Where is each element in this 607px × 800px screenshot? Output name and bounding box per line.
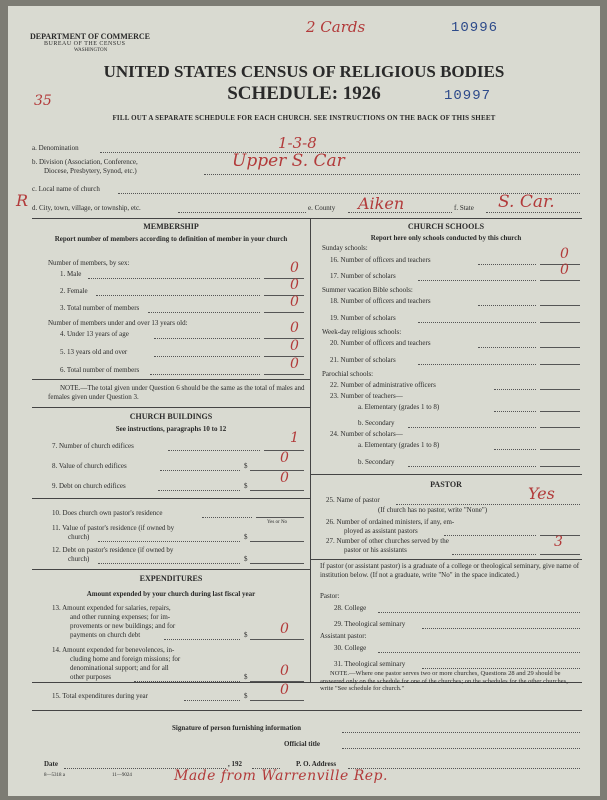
q30-label: 30. College: [334, 644, 367, 652]
date-label: Date: [44, 760, 58, 768]
q15-dollar: $: [244, 692, 248, 700]
denomination-label: a. Denomination: [32, 144, 79, 152]
city-heading: WASHINGTON: [74, 48, 108, 53]
cards-note: 2 Cards: [306, 18, 366, 36]
expenditures-title: EXPENDITURES: [139, 574, 203, 583]
q23a-label: a. Elementary (grades 1 to 8): [358, 403, 440, 411]
year-label: , 192: [228, 760, 242, 768]
form-number: 8—5318 a: [44, 773, 65, 778]
asst-pastor-subheader: Assistant pastor:: [320, 632, 367, 640]
r-mark: R: [16, 191, 29, 210]
state-label: f. State: [454, 204, 474, 212]
buildings-title: CHURCH BUILDINGS: [129, 412, 213, 421]
expenditures-sub: Amount expended by your church during last fiscal year: [86, 590, 256, 598]
stamp-number-mid: 10997: [444, 88, 492, 104]
q11-dollar: $: [244, 533, 248, 541]
q8-dollar: $: [244, 462, 248, 470]
q14-dollar: $: [244, 673, 248, 681]
q14-label-4: other purposes: [70, 673, 112, 681]
q8-value: 0: [280, 450, 289, 466]
q6-value: 0: [290, 356, 299, 372]
q13-value: 0: [280, 621, 289, 637]
q15-label: 15. Total expenditures during year: [52, 692, 148, 700]
q7-value: 1: [290, 430, 299, 446]
q27-label: 27. Number of other churches served by the: [326, 537, 449, 545]
q24b-label: b. Secondary: [358, 458, 395, 466]
q13-label-3: provements or new buildings; and for: [70, 622, 176, 630]
q14-label: 14. Amount expended for benevolences, in-: [52, 646, 175, 654]
q26-label-2: ployed as assistant pastors: [344, 527, 418, 535]
county-value: Aiken: [358, 194, 405, 213]
q11-label: 11. Value of pastor's residence (if owned by: [52, 524, 175, 532]
membership-title: MEMBERSHIP: [143, 222, 199, 231]
local-name-label: c. Local name of church: [32, 185, 100, 193]
q12-label: 12. Debt on pastor's residence (if owned by: [52, 546, 174, 554]
q14-value: 0: [280, 663, 289, 679]
q6-label: 6. Total number of members: [60, 366, 140, 374]
q12-label-2: church): [68, 555, 90, 563]
division-label: b. Division (Association, Conference,: [32, 158, 138, 166]
q12-dollar: $: [244, 555, 248, 563]
members-by-sex-header: Number of members, by sex:: [48, 259, 130, 267]
sunday-header: Sunday schools:: [322, 244, 368, 252]
q25-label: 25. Name of pastor: [326, 496, 380, 504]
q25-value: Yes: [528, 484, 555, 503]
q9-label: 9. Debt on church edifices: [52, 482, 126, 490]
q1-value: 0: [290, 260, 299, 276]
q16-value: 0: [560, 246, 569, 262]
q5-label: 5. 13 years old and over: [60, 348, 128, 356]
q5-value: 0: [290, 338, 299, 354]
q27-label-2: pastor or his assistants: [344, 546, 407, 554]
division-label-2: Diocese, Presbytery, Synod, etc.): [44, 167, 137, 175]
schedule-title: SCHEDULE: 1926: [227, 83, 381, 104]
parochial-header: Parochial schools:: [322, 370, 374, 378]
schools-intro: Report here only schools conducted by this church: [370, 234, 522, 242]
graduate-note: If pastor (or assistant pastor) is a graduate of a college or theological seminary, give name of institution below. (If not a graduate, write "No" in the space indicated.): [320, 562, 580, 579]
q13-label-4: payments on church debt: [70, 631, 141, 639]
q29-label: 29. Theological seminary: [334, 620, 406, 628]
q13-label: 13. Amount expended for salaries, repairs,: [52, 604, 171, 612]
official-title-label: Official title: [284, 740, 320, 748]
q21-label: 21. Number of scholars: [330, 356, 396, 364]
q22-label: 22. Number of administrative officers: [330, 381, 436, 389]
q17-value: 0: [560, 262, 569, 278]
q16-label: 16. Number of officers and teachers: [330, 256, 431, 264]
county-label: e. County: [308, 204, 336, 212]
q26-label: 26. Number of ordained ministers, if any, em-: [326, 518, 455, 526]
membership-intro: Report number of members according to definition of member in your church: [54, 235, 288, 243]
weekday-header: Week-day religious schools:: [322, 328, 402, 336]
q11-label-2: church): [68, 533, 90, 541]
q3-label: 3. Total number of members: [60, 304, 140, 312]
age-header: Number of members under and over 13 years old:: [48, 319, 188, 327]
q4-value: 0: [290, 320, 299, 336]
q17-label: 17. Number of scholars: [330, 272, 396, 280]
q13-dollar: $: [244, 631, 248, 639]
q14-label-3: denominational support; and for all: [70, 664, 169, 672]
stamp-number-top: 10996: [451, 20, 499, 36]
po-address-label: P. O. Address: [296, 760, 337, 768]
q14-label-2: cluding home and foreign missions; for: [70, 655, 181, 663]
q9-dollar: $: [244, 482, 248, 490]
pastor-note: NOTE.—Where one pastor serves two or more churches, Questions 28 and 29 should be answered only on the schedule for one of the churches; on the schedules for the other churches, write "See schedule for church.": [320, 670, 568, 692]
instruction-line: FILL OUT A SEPARATE SCHEDULE FOR EACH CHURCH. SEE INSTRUCTIONS ON THE BACK OF THIS SHEET: [112, 114, 496, 122]
q19-label: 19. Number of scholars: [330, 314, 396, 322]
q9-value: 0: [280, 470, 289, 486]
q27-value: 3: [554, 534, 563, 550]
q7-label: 7. Number of church edifices: [52, 442, 134, 450]
form-title: UNITED STATES CENSUS OF RELIGIOUS BODIES: [103, 62, 505, 81]
q20-label: 20. Number of officers and teachers: [330, 339, 431, 347]
q2-label: 2. Female: [60, 287, 88, 295]
q28-label: 28. College: [334, 604, 367, 612]
q10-label: 10. Does church own pastor's residence: [52, 509, 163, 517]
pastor-title: PASTOR: [430, 480, 462, 489]
q24a-label: a. Elementary (grades 1 to 8): [358, 441, 440, 449]
q1-label: 1. Male: [60, 270, 82, 278]
print-number: 11—9024: [112, 773, 132, 778]
q15-value: 0: [280, 682, 289, 698]
q23-label: 23. Number of teachers—: [330, 392, 403, 400]
q13-label-2: and other running expenses; for im-: [70, 613, 171, 621]
q3-value: 0: [290, 294, 299, 310]
q8-label: 8. Value of church edifices: [52, 462, 127, 470]
buildings-sub: See instructions, paragraphs 10 to 12: [115, 425, 227, 433]
q25-note: (If church has no pastor, write "None"): [378, 506, 488, 514]
yes-no-hint: Yes or No: [267, 520, 288, 525]
q24-label: 24. Number of scholars—: [330, 430, 403, 438]
number-35-note: 35: [34, 93, 52, 109]
q31-label: 31. Theological seminary: [334, 660, 406, 668]
city-label: d. City, town, village, or township, etc.: [32, 204, 141, 212]
census-schedule-sheet: [8, 6, 600, 796]
schools-title: CHURCH SCHOOLS: [407, 222, 485, 231]
division-value: Upper S. Car: [232, 151, 345, 171]
state-value: S. Car.: [498, 192, 555, 212]
bottom-handwritten-note: Made from Warrenville Rep.: [174, 768, 388, 784]
q4-label: 4. Under 13 years of age: [60, 330, 129, 338]
summer-header: Summer vacation Bible schools:: [322, 286, 413, 294]
q23b-label: b. Secondary: [358, 419, 395, 427]
signature-label: Signature of person furnishing information: [172, 724, 301, 732]
denomination-value: 1-3-8: [278, 134, 317, 152]
dept-heading: DEPARTMENT OF COMMERCE: [30, 32, 151, 41]
q18-label: 18. Number of officers and teachers: [330, 297, 431, 305]
bureau-heading: BUREAU OF THE CENSUS: [44, 41, 126, 47]
pastor-subheader: Pastor:: [320, 592, 340, 600]
membership-note: NOTE.—The total given under Question 6 should be the same as the total of males and females given under Question 3.: [48, 384, 305, 401]
q2-value: 0: [290, 277, 299, 293]
